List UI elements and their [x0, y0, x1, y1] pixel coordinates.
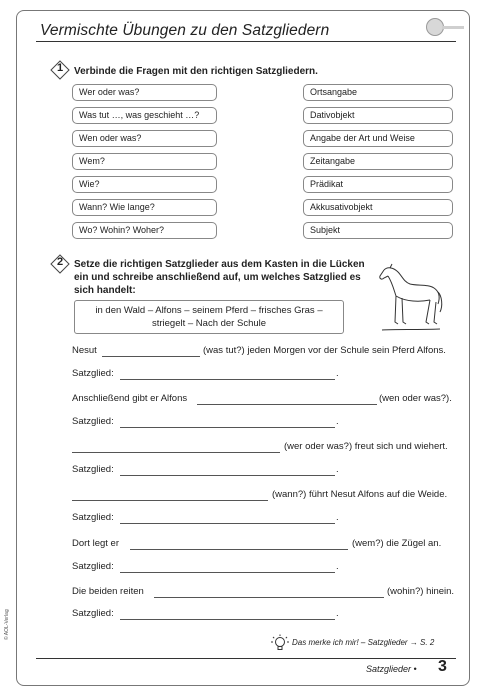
page-title: Vermischte Übungen zu den Satzgliedern [40, 22, 330, 39]
sentence-row-1: Nesut (was tut?) jeden Morgen vor der Schule sein Pferd Alfons. [72, 345, 446, 356]
task-number-2: 2 [50, 254, 70, 274]
task2-instruction: Setze die richtigen Satzglieder aus dem Kasten in die Lücken ein und schreibe anschließend auf, um welches Satzglied es sich handelt: [74, 259, 365, 296]
answer-box[interactable]: Ortsangabe [303, 84, 453, 101]
satzglied-row-2: Satzglied: . [72, 416, 339, 427]
satzglied-row-1: Satzglied: . [72, 368, 339, 379]
answer-box[interactable]: Zeitangabe [303, 153, 453, 170]
sentence-row-6: Die beiden reiten (wohin?) hinein. [72, 586, 455, 597]
task1-instruction: Verbinde die Fragen mit den richtigen Satzgliedern. [74, 66, 318, 77]
answer-blank[interactable] [72, 452, 280, 453]
merke-hint: Das merke ich mir! – Satzglieder → S. 2 [270, 634, 450, 652]
satzglied-row-4: Satzglied: . [72, 512, 339, 523]
satzglied-blank[interactable] [120, 523, 335, 524]
footer-line [36, 658, 456, 659]
answer-box[interactable]: Prädikat [303, 176, 453, 193]
copyright: © AOL-Verlag [4, 609, 10, 640]
satzglied-blank[interactable] [120, 572, 335, 573]
answer-blank[interactable] [197, 404, 377, 405]
answer-blank[interactable] [130, 549, 348, 550]
satzglied-blank[interactable] [120, 475, 335, 476]
question-box[interactable]: Wie? [72, 176, 217, 193]
satzglied-blank[interactable] [120, 427, 335, 428]
answer-box[interactable]: Dativobjekt [303, 107, 453, 124]
question-box[interactable]: Was tut …, was geschieht …? [72, 107, 217, 124]
question-box[interactable]: Wann? Wie lange? [72, 199, 217, 216]
satzglied-row-5: Satzglied: . [72, 561, 339, 572]
question-box[interactable]: Wer oder was? [72, 84, 217, 101]
answer-blank[interactable] [102, 356, 200, 357]
answer-box[interactable]: Subjekt [303, 222, 453, 239]
sentence-row-5: Dort legt er (wem?) die Zügel an. [72, 538, 442, 549]
title-underline [36, 41, 456, 42]
horse-illustration-icon [376, 262, 446, 334]
sentence-row-2: Anschließend gibt er Alfons (wen oder was?). [72, 393, 452, 404]
answer-box[interactable]: Akkusativobjekt [303, 199, 453, 216]
task-number-1: 1 [50, 60, 70, 80]
footer-label: Satzglieder • [366, 664, 417, 674]
word-box: in den Wald – Alfons – seinem Pferd – frisches Gras – striegelt – Nach der Schule [74, 300, 344, 334]
question-box[interactable]: Wo? Wohin? Woher? [72, 222, 217, 239]
page-number: 3 [438, 658, 447, 675]
satzglied-blank[interactable] [120, 619, 335, 620]
satzglied-row-3: Satzglied: . [72, 464, 339, 475]
lightbulb-icon [270, 634, 290, 652]
question-box[interactable]: Wen oder was? [72, 130, 217, 147]
satzglied-row-6: Satzglied: . [72, 608, 339, 619]
answer-blank[interactable] [154, 597, 384, 598]
sentence-row-4: (wann?) führt Nesut Alfons auf die Weide. [72, 489, 456, 503]
corner-shade-bar [442, 26, 464, 29]
answer-blank[interactable] [72, 500, 268, 501]
question-box[interactable]: Wem? [72, 153, 217, 170]
sentence-row-3: (wer oder was?) freut sich und wiehert. [72, 441, 456, 455]
answer-box[interactable]: Angabe der Art und Weise [303, 130, 453, 147]
satzglied-blank[interactable] [120, 379, 335, 380]
